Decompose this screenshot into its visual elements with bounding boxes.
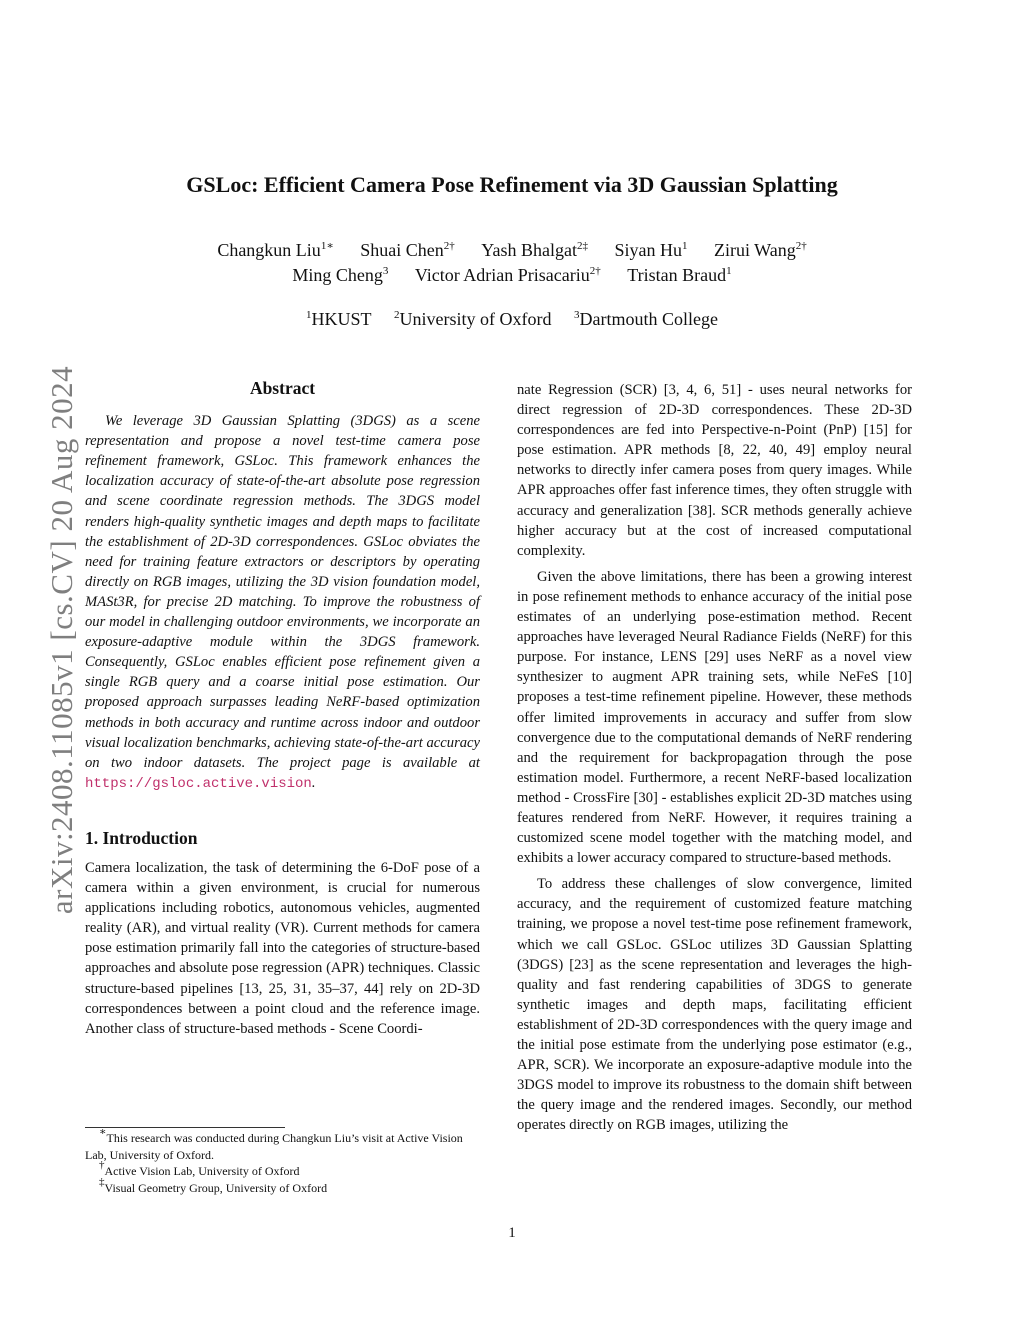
page-number: 1 bbox=[508, 1225, 516, 1241]
intro-paragraph: To address these challenges of slow convergence, limited accuracy, and the requirement of customized feature matching training, we propose a novel test-time pose refinement framework, which we call GSLoc. GSLoc utilizes 3D Gaussian Splatting (3DGS) [23] as the scene representation and leverages the high-quality and fast rendering capabilities of 3DGS to generate synthetic images and depth maps, facilitating efficient establishment of 2D-3D correspondences with the query image and the initial pose estimate from the underlying pose estimator (e.g., APR, SCR). We incorporate an exposure-adaptive module into the 3DGS model to improve its robustness to the domain shift between the query image and the rendered images. Secondly, our method operates directly on RGB images, utilizing the bbox=[517, 876, 912, 1134]
affiliation: $^3$Dartmouth College bbox=[574, 309, 718, 329]
right-column bbox=[517, 380, 912, 1135]
intro-paragraph: Given the above limitations, there has been a growing interest in pose refinement methods to enhance accuracy of the initial pose estimates of an underlying pose-estimation method. Recent approaches have leveraged Neural Radiance Fields (NeRF) for this purpose. For instance, LENS [29] uses NeRF as a novel view synthesizer to augment APR training sets, while NeFeS [10] proposes a test-time refinement pipeline. However, these methods offer limited improvements in accuracy and suffer from slow convergence due to the computational demands of NeRF rendering and the requirement for backpropagation through the pose estimation model. Furthermore, a recent NeRF-based localization method - CrossFire [30] - establishes explicit 2D-3D matches using features rendered from NeRF. However, it requires training a customized scene model together with the matching model, and exhibits a lower accuracy compared to structure-based methods. bbox=[517, 568, 912, 867]
affiliation: $^2$University of Oxford bbox=[394, 309, 552, 329]
author-list bbox=[0, 238, 1024, 288]
left-column bbox=[85, 378, 480, 1039]
footnote: †Active Vision Lab, University of Oxford bbox=[99, 1159, 300, 1178]
paper-title: GSLoc: Efficient Camera Pose Refinement via 3D Gaussian Splatting bbox=[186, 172, 838, 197]
author: Siyan Hu$^1$ bbox=[614, 240, 688, 260]
footnotes bbox=[85, 1126, 480, 1196]
intro-paragraph: Camera localization, the task of determining the 6-DoF pose of a camera within a given environment, is crucial for numerous applications including robotics, autonomous vehicles, augmented reality (AR), and virtual reality (VR). Current methods for camera pose estimation primarily fall into the categories of structure-based approaches and absolute pose regression (APR) techniques. Classic structure-based pipelines [13, 25, 31, 35–37, 44] rely on 2D-3D correspondences between a point cloud and the reference image. Another class of structure-based methods - Scene Coordi- bbox=[85, 859, 480, 1037]
author: Victor Adrian Prisacariu$^{2\dagger}$ bbox=[414, 265, 601, 285]
author: Ming Cheng$^3$ bbox=[292, 265, 389, 285]
author-line-1 bbox=[0, 238, 1024, 263]
author: Shuai Chen$^{2\dagger}$ bbox=[360, 240, 455, 260]
author-line-2 bbox=[0, 263, 1024, 288]
author: Zirui Wang$^{2\dagger}$ bbox=[713, 240, 807, 260]
author: Yash Bhalgat$^{2\ddagger}$ bbox=[481, 240, 588, 260]
arxiv-identifier-stamp: arXiv:2408.11085v1 [cs.CV] 20 Aug 2024 bbox=[44, 365, 79, 915]
author: Changkun Liu$^{1∗}$ bbox=[217, 240, 334, 260]
project-page-link[interactable]: https://gsloc.active.vision bbox=[85, 775, 312, 792]
footnote: ‡Visual Geometry Group, University of Oxford bbox=[99, 1175, 328, 1195]
abstract-body: We leverage 3D Gaussian Splatting (3DGS) as a scene representation and propose a novel test-time camera pose refinement framework, GSLoc. This framework enhances the localization accuracy of state-of-the-art absolute pose regression and scene coordinate regression methods. The 3DGS model renders high-quality synthetic images and depth maps to facilitate the establishment of 2D-3D correspondences. GSLoc obviates the need for training feature extractors or descriptors by operating directly on RGB images, utilizing the 3D vision foundation model, MASt3R, for precise 2D matching. To improve the robustness of our model in challenging outdoor environments, we incorporate an exposure-adaptive module within the 3DGS framework. Consequently, GSLoc enables efficient pose refinement given a single RGB query and a coarse initial pose estimation. Our proposed approach surpasses leading NeRF-based optimization methods in both accuracy and runtime across indoor and outdoor visual localization benchmarks, achieving state-of-the-art accuracy on two indoor datasets. The project page is available at https://gsloc.active.vision. bbox=[85, 413, 480, 792]
intro-paragraph: nate Regression (SCR) [3, 4, 6, 51] - uses neural networks for direct regression of 2D-3D correspondences. These 2D-3D correspondences are fed into Perspective-n-Point (PnP) [15] for pose estimation. APR methods [8, 22, 40, 49] employ neural networks to directly infer camera poses from query images. While APR approaches offer fast inference times, they often struggle with accuracy and generalization [38]. SCR methods generally achieve higher accuracy but at the cost of increased computational complexity. bbox=[517, 382, 912, 559]
affiliation: $^1$HKUST bbox=[306, 309, 372, 329]
author: Tristan Braud$^1$ bbox=[627, 265, 732, 285]
footnote-divider bbox=[85, 1127, 285, 1128]
introduction-heading: 1. Introduction bbox=[85, 827, 198, 848]
abstract-heading: Abstract bbox=[249, 378, 316, 398]
affiliation-list bbox=[0, 309, 1024, 330]
footnote: ∗This research was conducted during Changkun Liu’s visit at Active Vision Lab, University of Oxford. bbox=[85, 1126, 463, 1162]
